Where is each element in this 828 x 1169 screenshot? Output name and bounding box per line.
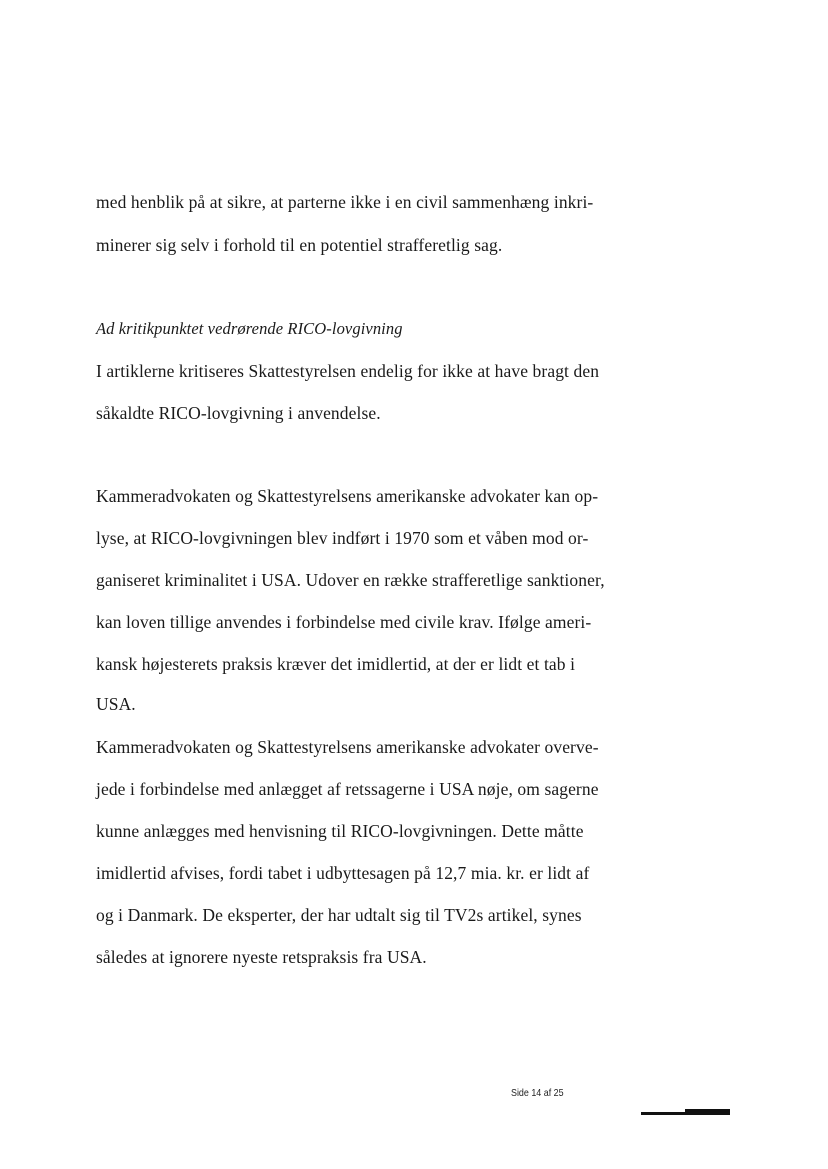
body-text-line: såkaldte RICO-lovgivning i anvendelse.	[96, 403, 381, 423]
footer-rule	[641, 1112, 685, 1115]
section-heading: Ad kritikpunktet vedrørende RICO-lovgivning	[96, 319, 403, 338]
body-text-line: med henblik på at sikre, at parterne ikke i en civil sammenhæng inkri-	[96, 192, 594, 212]
body-text-line: imidlertid afvises, fordi tabet i udbyttesagen på 12,7 mia. kr. er lidt af	[96, 863, 590, 883]
body-text-line: lyse, at RICO-lovgivningen blev indført i 1970 som et våben mod or-	[96, 528, 589, 548]
body-text-line: Kammeradvokaten og Skattestyrelsens amerikanske advokater kan op-	[96, 486, 599, 506]
page-number: Side 14 af 25	[511, 1087, 564, 1099]
body-text-line: således at ignorere nyeste retspraksis fra USA.	[96, 947, 427, 967]
footer-rule	[685, 1109, 730, 1115]
body-text-line: kansk højesterets praksis kræver det imidlertid, at der er lidt et tab i	[96, 654, 576, 674]
body-text-line: USA.	[96, 694, 136, 714]
body-text-line: jede i forbindelse med anlægget af retssagerne i USA nøje, om sagerne	[96, 779, 599, 799]
body-text-line: I artiklerne kritiseres Skattestyrelsen endelig for ikke at have bragt den	[96, 361, 600, 381]
body-text-line: kunne anlægges med henvisning til RICO-lovgivningen. Dette måtte	[96, 821, 584, 841]
body-text-line: Kammeradvokaten og Skattestyrelsens amerikanske advokater overve-	[96, 737, 599, 757]
body-text-line: ganiseret kriminalitet i USA. Udover en række strafferetlige sanktioner,	[96, 570, 605, 590]
body-text-line: minerer sig selv i forhold til en potentiel strafferetlig sag.	[96, 235, 503, 255]
body-text-line: kan loven tillige anvendes i forbindelse med civile krav. Ifølge ameri-	[96, 612, 592, 632]
body-text-line: og i Danmark. De eksperter, der har udtalt sig til TV2s artikel, synes	[96, 905, 582, 925]
